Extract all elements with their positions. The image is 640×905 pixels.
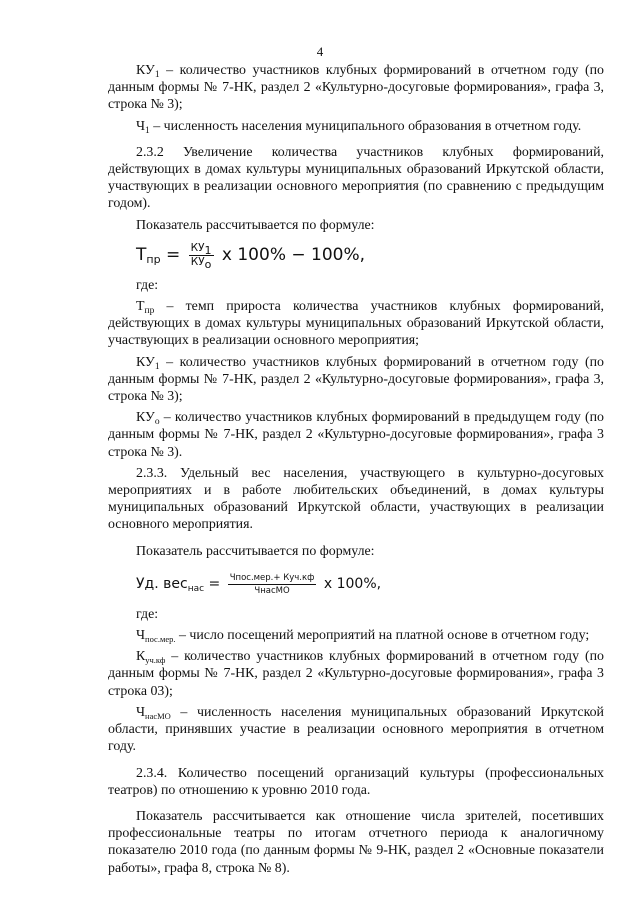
formula-equals: = xyxy=(160,245,186,266)
formula-rhs: x 100% − 100%, xyxy=(216,245,366,266)
formula-equals: = xyxy=(204,576,225,593)
section-2-3-3-heading: 2.3.3. Удельный вес населения, участвующего в культурно-досуговых мероприятиях и в работе любительских объединений, в домах культуры муниципальных образований Иркутской области, участвующих в реализации основного мероприятия. xyxy=(108,465,604,533)
definition-text: – численность населения муниципального образования в отчетном году. xyxy=(149,118,582,134)
term: К xyxy=(136,649,146,665)
definition-text: – количество участников клубных формирований в предыдущем году (по данным формы № 7-НК, раздел 2 «Культурно-досуговые формирования», графа 3 строка № 3). xyxy=(108,410,604,460)
fraction-denominator: ЧнасМО xyxy=(254,586,290,597)
definition-text: – темп прироста количества участников клубных формирований, действующих в домах культуры муниципальных образований Иркутской области, участвующих в реализации основного мероприятия; xyxy=(108,299,604,349)
formula-lhs: Уд. вес$_{нас}$ xyxy=(136,576,205,595)
formula-intro: Показатель рассчитывается по формуле: xyxy=(136,543,375,559)
definition-text: – количество участников клубных формирований в отчетном году (по данным формы № 7-НК, раздел 2 «Культурно-досуговые формирования», графа 3 строка 03); xyxy=(108,649,604,699)
fraction-numerator: $КУ_1$ xyxy=(190,242,212,258)
definition-text: – число посещений мероприятий на платной основе в отчетном году; xyxy=(175,628,590,644)
formula-intro: Показатель рассчитывается по формуле: xyxy=(136,217,375,233)
term-subscript: 1 xyxy=(145,125,150,136)
definition-ku1 xyxy=(108,354,604,406)
definition-tpr xyxy=(108,298,604,350)
document-body xyxy=(108,62,604,877)
term-subscript: 1 xyxy=(154,70,160,80)
where-label: где: xyxy=(136,277,159,293)
term-subscript: пос.мер. xyxy=(145,634,176,645)
section-2-3-2-heading: 2.3.2 Увеличение количества участников клубных формирований, действующих в домах культуры муниципальных образований Иркутской области, участвующих в реализации основного мероприятия (по сравнению с предыдущим годом). xyxy=(108,144,604,212)
fraction-denominator: $КУ_о$ xyxy=(190,256,212,272)
term: Ч xyxy=(136,704,146,720)
term: КУ xyxy=(136,354,155,370)
term-subscript: 1 xyxy=(154,361,160,372)
term-subscript: о xyxy=(154,417,160,428)
term: Ч xyxy=(136,628,146,644)
term: КУ xyxy=(136,410,155,426)
term-subscript: насМО xyxy=(145,710,171,721)
page-number: 4 xyxy=(316,44,324,59)
definition-k-uch-kf xyxy=(108,648,604,700)
formula-lhs: $Т_{пр}$ xyxy=(136,245,161,267)
definition-ku1 xyxy=(108,62,604,114)
definition-text: – численность населения муниципальных образований Иркутской области, принявших участие в реализации основного мероприятия в отчетном году. xyxy=(108,704,604,755)
term: Т xyxy=(136,299,145,315)
where-label: где: xyxy=(136,606,159,622)
definition-text: – количество участников клубных формирований в отчетном году (по данным формы № 7-НК, раздел 2 «Культурно-досуговые формирования», графа 3, строка № 3); xyxy=(108,63,604,113)
term: Ч xyxy=(136,118,146,134)
formula-rhs: x 100%, xyxy=(319,576,382,593)
term-subscript: уч.кф xyxy=(145,655,166,666)
formula-fraction xyxy=(228,572,317,597)
fraction-numerator: Чпос.мер.+ Куч.кф xyxy=(229,573,315,584)
definition-ch1 xyxy=(108,118,604,135)
section-2-3-4-description: Показатель рассчитывается как отношение числа зрителей, посетивших профессиональные театры по итогам отчетного периода к аналогичному показателю 2010 года (по данным формы № 9-НК, раздел 2 «Основные показатели работы», графа 8, строка № 8). xyxy=(108,808,604,876)
definition-text: – количество участников клубных формирований в отчетном году (по данным формы № 7-НК, раздел 2 «Культурно-досуговые формирования», графа 3, строка № 3); xyxy=(108,354,604,405)
formula-share xyxy=(136,568,604,602)
term-subscript: пр xyxy=(144,306,155,317)
definition-ch-pos-mer xyxy=(108,627,604,644)
term: КУ xyxy=(136,63,155,78)
definition-ch-nas-mo xyxy=(108,704,604,756)
definition-ku0 xyxy=(108,409,604,461)
section-2-3-4-heading: 2.3.4. Количество посещений организаций культуры (профессиональных театров) по отношению к уровню 2010 года. xyxy=(108,765,604,798)
formula-fraction xyxy=(189,242,214,272)
formula-growth-rate xyxy=(136,238,604,274)
